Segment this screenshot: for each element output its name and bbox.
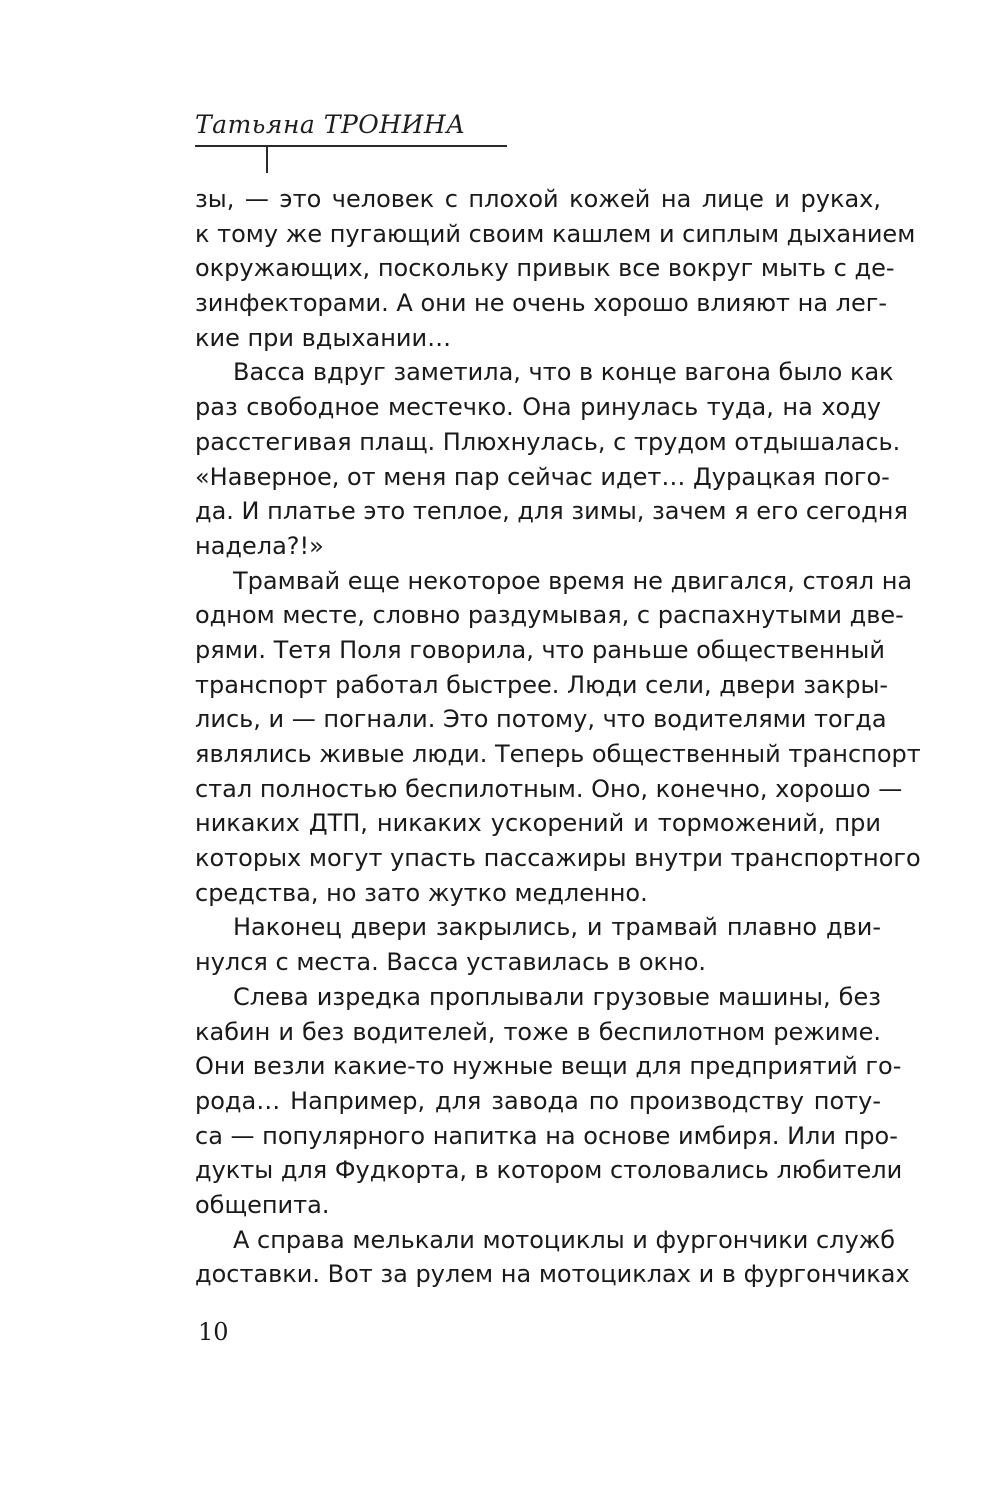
text-line: кабин и без водителей, тоже в беспилотном режиме. [195,1017,881,1046]
text-line: к тому же пугающий своим кашлем и сиплым дыханием [195,219,916,248]
text-line: расстегивая плащ. Плюхнулась, с трудом отдышалась. [195,427,901,456]
paragraph [195,910,881,979]
text-line: одном месте, словно раздумывая, с распахнутыми две- [195,601,904,630]
text-line: кие при вдыхании… [195,323,452,352]
text-line: раз свободное местечко. Она ринулась туда, на ходу [195,393,881,422]
paragraph [195,182,916,355]
text-line: Слева изредка проплывали грузовые машины, без [233,982,881,1011]
text-line: Трамвай еще некоторое время не двигался, стоял на [233,566,913,595]
text-line: окружающих, поскольку привык все вокруг мыть с де- [195,254,895,283]
text-line: стал полностью беспилотным. Оно, конечно, хорошо — [195,774,903,803]
text-line: которых могут упасть пассажиры внутри транспортного [195,844,921,873]
text-line: транспорт работал быстрее. Люди сели, двери закры- [195,670,889,699]
text-line: надела?!» [195,531,324,560]
text-line: дукты для Фудкорта, в котором столовались любители [195,1156,903,1185]
paragraph [195,980,903,1223]
text-line: средства, но зато жутко медленно. [195,878,648,907]
text-line: рями. Тетя Поля говорила, что раньше общественный [195,635,885,664]
text-line: А справа мелькали мотоциклы и фургончики служб [233,1225,896,1254]
paragraph [195,355,908,563]
text-line: рода… Например, для завода по производству поту- [195,1086,881,1115]
paragraph [195,564,921,911]
text-line: являлись живые люди. Теперь общественный транспорт [195,740,921,768]
text-line: «Наверное, от меня пар сейчас идет… Дурацкая пого- [195,462,890,491]
text-line: Васса вдруг заметила, что в конце вагона было как [233,358,894,387]
text-line: нулся с места. Васса уставилась в окно. [195,948,707,977]
page-number: 10 [198,1318,229,1346]
text-line: никаких ДТП, никаких ускорений и торможений, при [195,809,881,838]
text-line: лись, и — погнали. Это потому, что водителями тогда [195,705,887,734]
header-rule [195,145,507,147]
text-line: Наконец двери закрылись, и трамвай плавно дви- [233,913,881,942]
paragraph [195,1223,910,1292]
running-head [195,110,507,140]
text-line: Они везли какие-то нужные вещи для предприятий го- [195,1052,902,1081]
text-line: общепита. [195,1190,330,1219]
author-name: Татьяна ТРОНИНА [195,110,466,139]
text-line: са — популярного напитка на основе имбиря. Или про- [195,1121,898,1150]
text-line: доставки. Вот за рулем на мотоциклах и в фургончиках [195,1260,910,1289]
header-tick-mark [266,145,268,173]
text-line: зинфекторами. А они не очень хорошо влияют на лег- [195,289,888,318]
text-line: зы, — это человек с плохой кожей на лице и руках, [195,185,881,213]
body-text [195,182,921,1292]
text-line: да. И платье это теплое, для зимы, зачем я его сегодня [195,497,908,526]
